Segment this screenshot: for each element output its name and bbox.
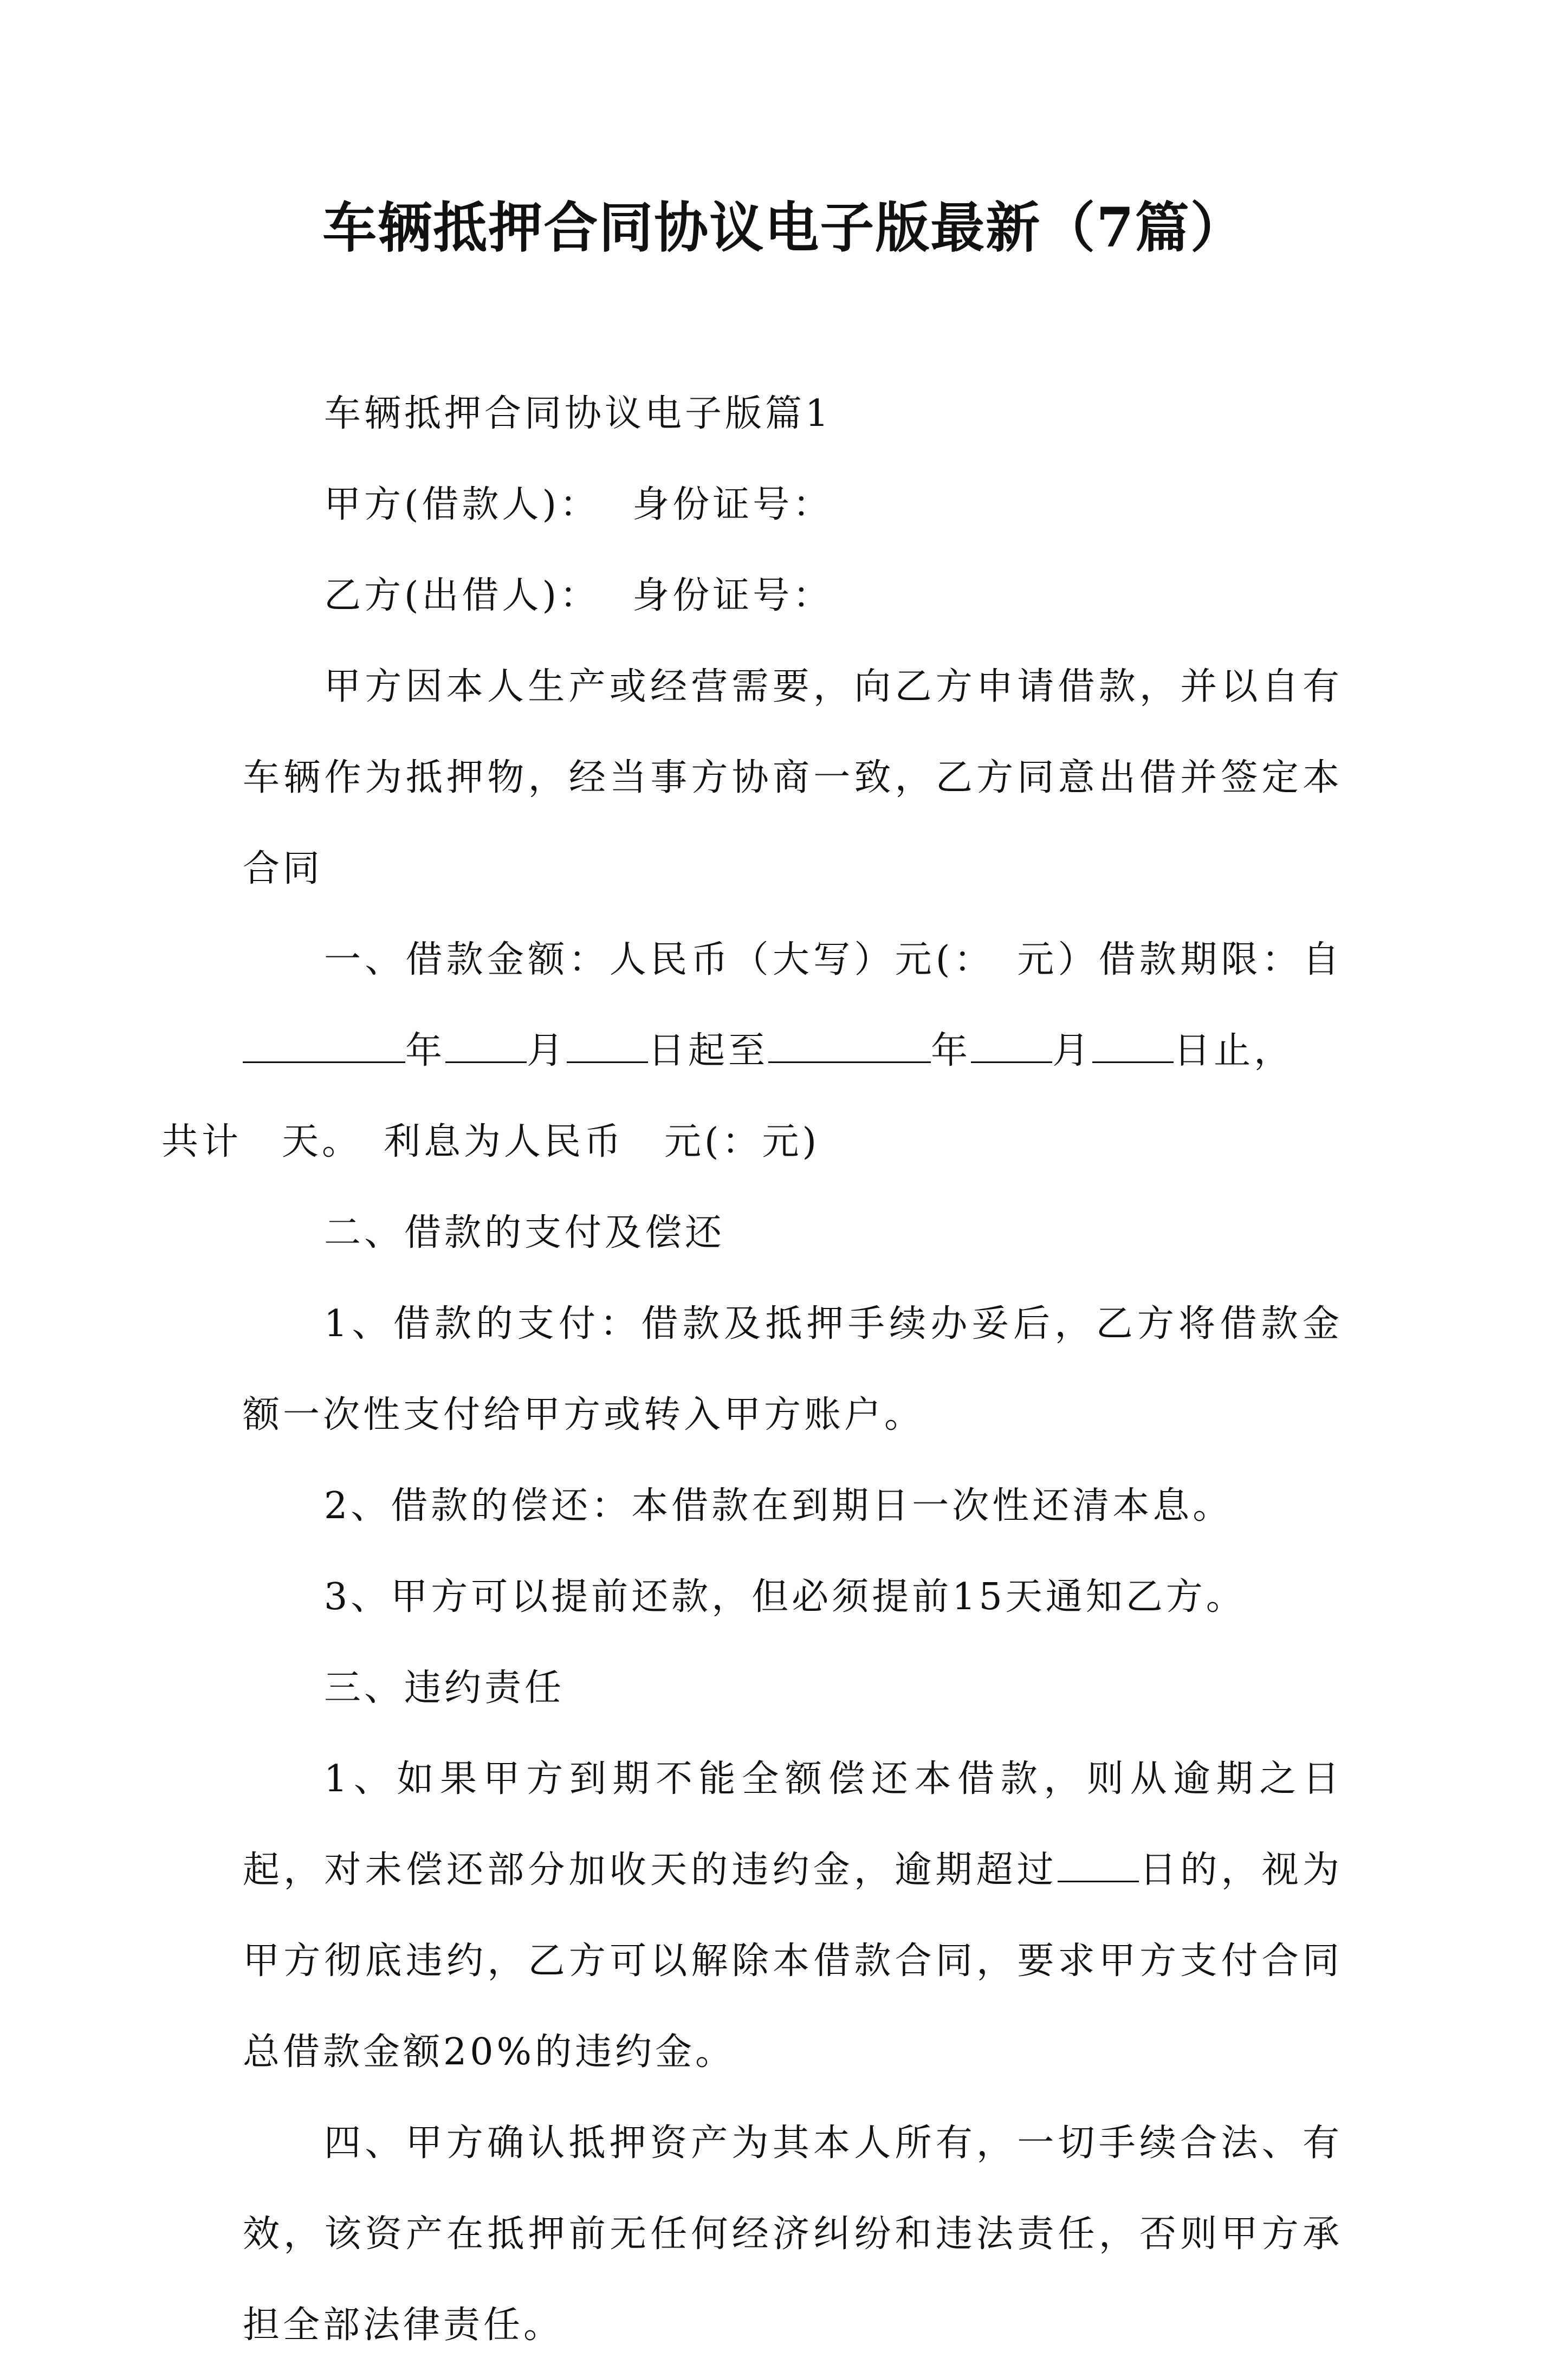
blank-overdue-days[interactable] <box>1058 1848 1139 1882</box>
party-b-line <box>243 550 1343 642</box>
clause-1-tail: 共计 天。 利息为人民币 元(：元) <box>161 1120 820 1163</box>
clause-1-year-end-label: 年 <box>931 1029 971 1072</box>
clause-1-year-label: 年 <box>405 1029 446 1072</box>
clause-1-text: 一、借款金额：人民币（大写）元(： 元）借款期限：自 <box>324 938 1343 981</box>
clause-3-1-text-b: 日的，视为甲方彻底违约，乙方可以解除本借款合同，要求甲方支付合同总借款金额20%的违约金。 <box>243 1849 1343 2074</box>
clause-4: 四、甲方确认抵押资产为其本人所有，一切手续合法、有效，该资产在抵押前无任何经济纠纷和违法责任，否则甲方承担全部法律责任。 <box>243 2122 1343 2347</box>
blank-year-end[interactable] <box>768 1029 931 1063</box>
clause-2-2: 2、借款的偿还：本借款在到期日一次性还清本息。 <box>324 1485 1233 1527</box>
party-a-id-label: 身份证号： <box>632 483 833 526</box>
party-b-label: 乙方(出借人)： <box>324 574 600 617</box>
clause-1-month-label: 月 <box>527 1029 567 1072</box>
clause-3-1-text-a: 1、如果甲方到期不能全额偿还本借款，则从逾期之日起，对未偿还部分加收天的违约金，逾期超过 <box>243 1758 1343 1891</box>
document-title: 车辆抵押合同协议电子版最新（7篇） <box>322 196 1246 260</box>
clause-1-month-end-label: 月 <box>1052 1029 1093 1072</box>
clause-3-1 <box>243 1734 1343 2098</box>
clause-2-heading: 二、借款的支付及偿还 <box>324 1212 725 1254</box>
blank-day-start[interactable] <box>567 1029 648 1063</box>
clause-1-day-end-label: 日止， <box>1174 1029 1294 1072</box>
clause-1-day-label: 日起至 <box>648 1029 769 1072</box>
blank-month-end[interactable] <box>971 1029 1052 1063</box>
party-a-label: 甲方(借款人)： <box>324 483 600 526</box>
clause-2-1: 1、借款的支付：借款及抵押手续办妥后，乙方将借款金额一次性支付给甲方或转入甲方账户。 <box>243 1303 1343 1436</box>
blank-year-start[interactable] <box>243 1029 405 1063</box>
blank-month-start[interactable] <box>445 1029 527 1063</box>
document-body <box>161 368 1343 2371</box>
clause-3-heading: 三、违约责任 <box>324 1667 565 1709</box>
clause-1-paragraph <box>161 915 1343 1188</box>
blank-day-end[interactable] <box>1092 1029 1174 1063</box>
party-a-line <box>243 459 1343 550</box>
section-heading: 车辆抵押合同协议电子版篇1 <box>324 392 832 435</box>
clause-2-3: 3、甲方可以提前还款，但必须提前15天通知乙方。 <box>324 1576 1246 1618</box>
party-b-id-label: 身份证号： <box>632 574 833 617</box>
intro-paragraph: 甲方因本人生产或经营需要，向乙方申请借款，并以自有车辆作为抵押物，经当事方协商一致，乙方同意出借并签定本合同 <box>243 665 1343 890</box>
